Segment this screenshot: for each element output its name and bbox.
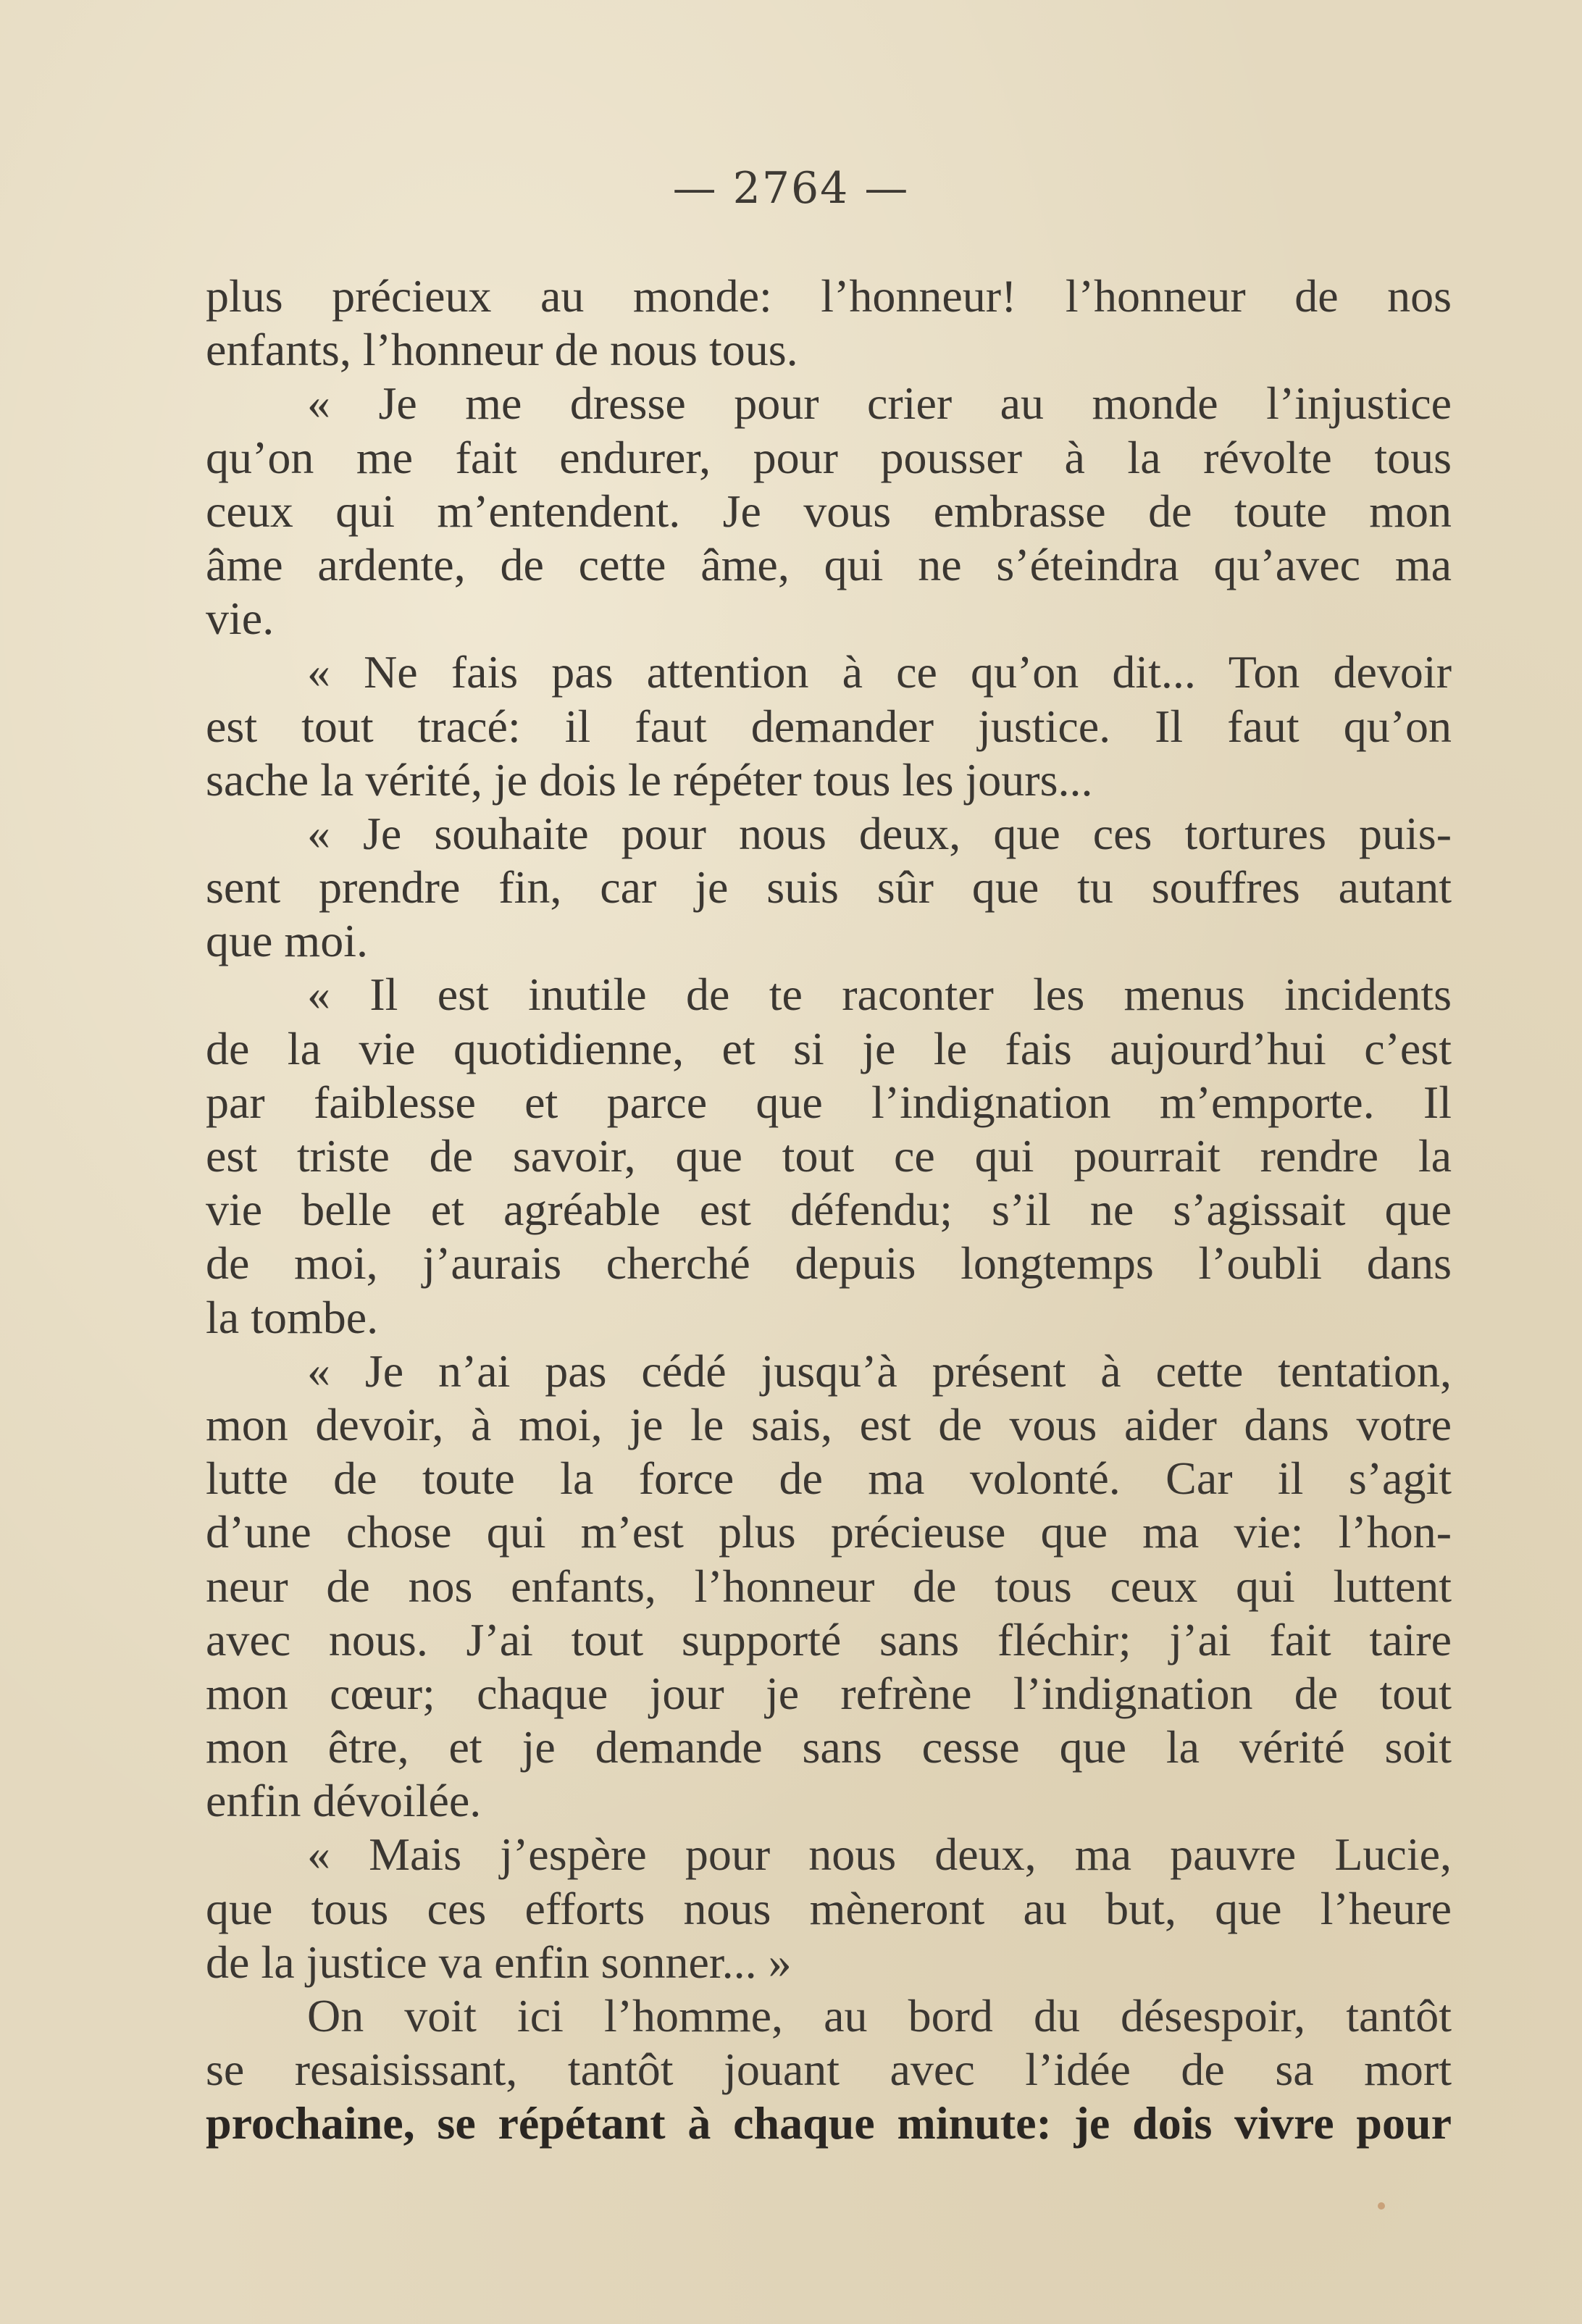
paragraph-start-line: « Je me dresse pour crier au monde l’injustice [307,377,1452,430]
text-line: que tous ces efforts nous mèneront au but, que l’heure [206,1882,1452,1934]
text-line: avec nous. J’ai tout supporté sans fléchir; j’ai fait taire [206,1613,1452,1665]
text-line: sache la vérité, je dois le répéter tous les jours... [206,753,1093,806]
text-line: est triste de savoir, que tout ce qui pourrait rendre la [206,1130,1452,1182]
paragraph-start-line: « Mais j’espère pour nous deux, ma pauvre Lucie, [307,1828,1452,1881]
text-line: qu’on me fait endurer, pour pousser à la révolte tous [206,431,1452,483]
text-line: ceux qui m’entendent. Je vous embrasse de toute mon [206,485,1452,537]
paragraph-start-line: « Je souhaite pour nous deux, que ces tortures puis- [307,807,1452,859]
text-line: mon cœur; chaque jour je refrène l’indignation de tout [206,1667,1452,1719]
page-number: — 2764 — [672,163,910,214]
paragraph-start-line: On voit ici l’homme, au bord du désespoir, tantôt [307,1990,1452,2041]
text-line: plus précieux au monde: l’honneur! l’honneur de nos [206,270,1452,322]
text-line: mon être, et je demande sans cesse que la vérité soit [206,1721,1452,1773]
text-line: enfants, l’honneur de nous tous. [206,324,798,376]
text-line: est tout tracé: il faut demander justice. Il faut qu’on [206,700,1452,752]
text-line: d’une chose qui m’est plus précieuse que ma vie: l’hon- [206,1506,1452,1558]
paragraph-start-line: « Je n’ai pas cédé jusqu’à présent à cette tentation, [307,1345,1452,1397]
text-line: lutte de toute la force de ma volonté. Car il s’agit [206,1452,1452,1505]
text-line: enfin dévoilée. [206,1775,482,1827]
text-line-last: prochaine, se répétant à chaque minute: je dois vivre pour [206,2097,1452,2149]
paragraph-start-line: « Ne fais pas attention à ce qu’on dit... Ton devoir [307,646,1452,698]
text-line: sent prendre fin, car je suis sûr que tu souffres autant [206,861,1452,914]
text-line: neur de nos enfants, l’honneur de tous ceux qui luttent [206,1560,1452,1612]
text-line: de la vie quotidienne, et si je le fais aujourd’hui c’est [206,1022,1452,1074]
text-line: âme ardente, de cette âme, qui ne s’éteindra qu’avec ma [206,538,1452,590]
text-line: de la justice va enfin sonner... » [206,1936,792,1988]
paper-speck [1378,2202,1385,2210]
text-line: que moi. [206,915,368,967]
text-line: la tombe. [206,1291,379,1343]
text-line: de moi, j’aurais cherché depuis longtemps l’oubli dans [206,1237,1452,1290]
text-line: par faiblesse et parce que l’indignation m’emporte. Il [206,1076,1452,1128]
text-line: mon devoir, à moi, je le sais, est de vous aider dans votre [206,1398,1452,1450]
paragraph-start-line: « Il est inutile de te raconter les menus incidents [307,969,1452,1021]
text-line: se resaisissant, tantôt jouant avec l’idée de sa mort [206,2044,1452,2096]
text-line: vie belle et agréable est défendu; s’il ne s’agissait que [206,1184,1452,1236]
text-line: vie. [206,593,275,645]
body-text [206,269,1452,2151]
